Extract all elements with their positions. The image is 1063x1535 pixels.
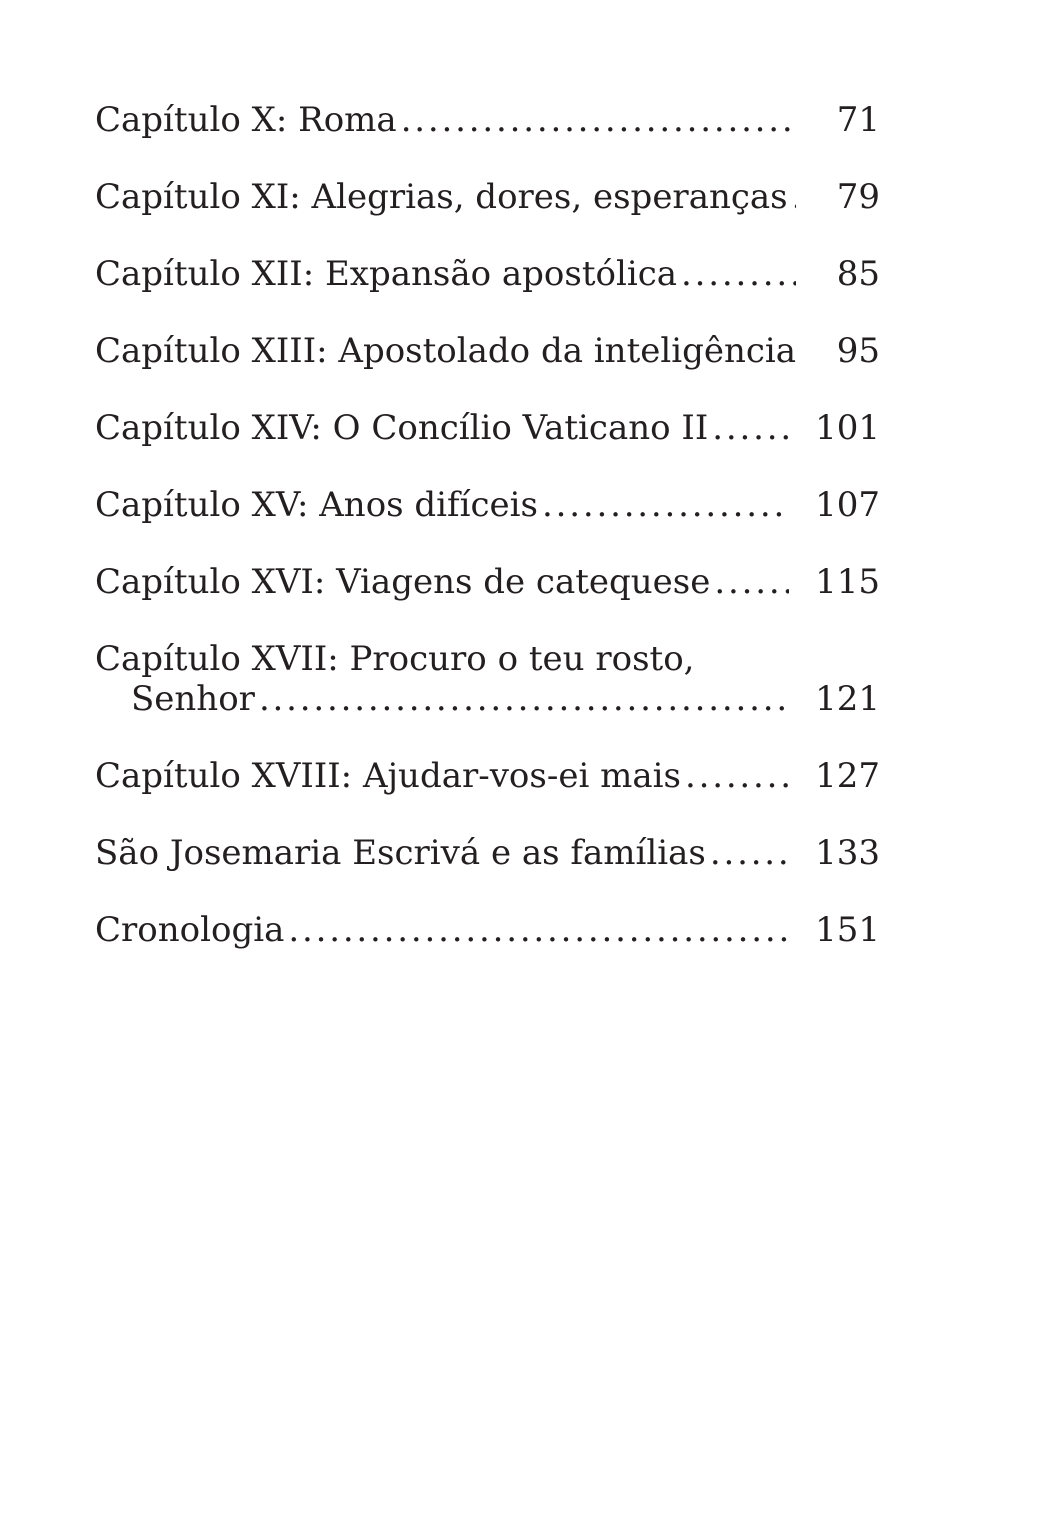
- toc-entry-title: Cronologia: [95, 910, 285, 950]
- toc-entry-title: Capítulo XI: Alegrias, dores, esperanças: [95, 177, 788, 217]
- dot-leader: [712, 408, 789, 448]
- toc-entry-title: São Josemaria Escrivá e as famílias: [95, 833, 706, 873]
- toc-entry-page: 71: [836, 100, 880, 140]
- toc-entry[interactable]: [95, 562, 880, 602]
- toc-entry-title: Capítulo XIII: Apostolado da inteligência: [95, 331, 797, 371]
- toc-entry[interactable]: [95, 254, 880, 294]
- dot-leader: [542, 485, 789, 525]
- toc-entry-page: 151: [815, 910, 880, 950]
- toc-entry-title: Capítulo XII: Expansão apostólica: [95, 254, 678, 294]
- toc-entry-title: Capítulo XVI: Viagens de catequese: [95, 562, 711, 602]
- toc-entry-title-continuation: Senhor: [131, 679, 255, 719]
- toc-entry[interactable]: [95, 833, 880, 873]
- toc-entry[interactable]: [95, 485, 880, 525]
- dot-leader: [401, 100, 796, 140]
- toc-entry[interactable]: [95, 639, 880, 719]
- toc-entry-page: 127: [815, 756, 880, 796]
- toc-entry[interactable]: [95, 910, 880, 950]
- toc-entry-title: Capítulo XVIII: Ajudar-vos-ei mais: [95, 756, 681, 796]
- toc-entry-page: 107: [815, 485, 880, 525]
- toc-entry[interactable]: [95, 408, 880, 448]
- toc-entry-page: 95: [836, 331, 880, 371]
- dot-leader: [714, 562, 789, 602]
- toc-entry-page: 115: [815, 562, 880, 602]
- toc-entry-page: 133: [815, 833, 880, 873]
- toc-entry-page: 79: [836, 177, 880, 217]
- toc-entry[interactable]: [95, 177, 880, 217]
- toc-entry[interactable]: [95, 100, 880, 140]
- dot-leader: [259, 679, 789, 719]
- table-of-contents: [95, 100, 880, 987]
- toc-entry-page: 121: [815, 679, 880, 719]
- dot-leader: [681, 254, 796, 294]
- dot-leader: [685, 756, 789, 796]
- toc-entry-page: 85: [836, 254, 880, 294]
- toc-entry-title: Capítulo XIV: O Concílio Vaticano II: [95, 408, 709, 448]
- dot-leader: [792, 177, 796, 217]
- dot-leader: [710, 833, 789, 873]
- toc-entry[interactable]: [95, 756, 880, 796]
- toc-entry-title: Capítulo XVII: Procuro o teu rosto,: [95, 639, 695, 679]
- toc-entry-page: 101: [815, 408, 880, 448]
- toc-entry-title: Capítulo X: Roma: [95, 100, 397, 140]
- dot-leader: [288, 910, 789, 950]
- toc-entry-title: Capítulo XV: Anos difíceis: [95, 485, 538, 525]
- toc-entry[interactable]: [95, 331, 880, 371]
